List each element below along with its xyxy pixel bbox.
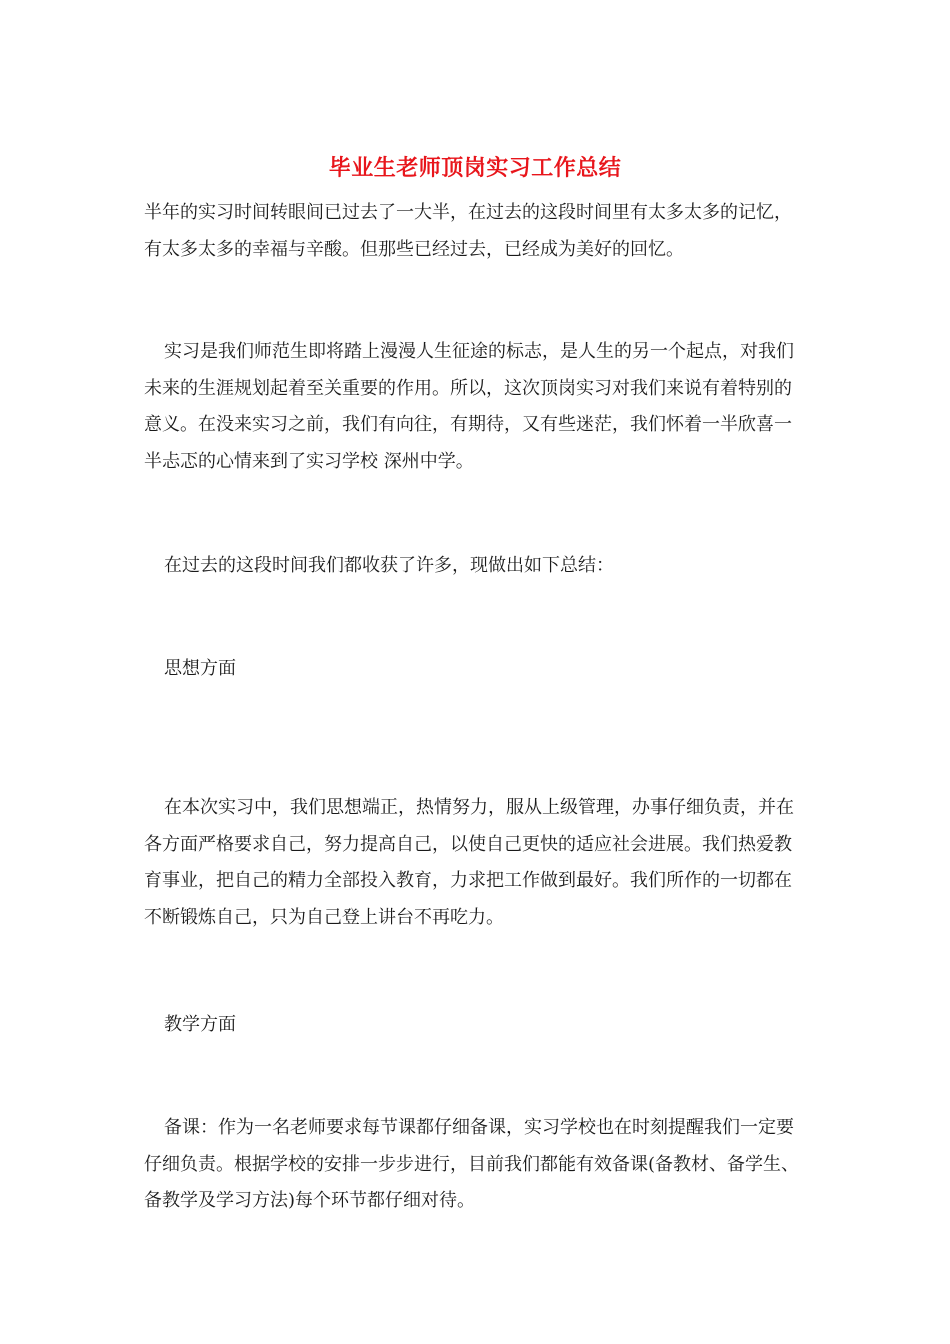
- paragraph-thought: 在本次实习中，我们思想端正，热情努力，服从上级管理，办事仔细负责，并在各方面严格要求自己，努力提高自己，以使自己更快的适应社会进展。我们热爱教育事业，把自己的精力全部投入教育，力求把工作做到最好。我们所作的一切都在不断锻炼自己，只为自己登上讲台不再吃力。: [144, 797, 794, 928]
- paragraph-summary-intro: 在过去的这段时间我们都收获了许多，现做出如下总结：: [164, 555, 614, 576]
- heading-teaching: 教学方面: [164, 1014, 236, 1035]
- paragraph-intro: 半年的实习时间转眼间已过去了一大半，在过去的这段时间里有太多太多的记忆，有太多太多的幸福与辛酸。但那些已经过去，已经成为美好的回忆。: [144, 202, 792, 260]
- document-title: 毕业生老师顶岗实习工作总结: [328, 155, 622, 181]
- paragraph-lesson-prep: 备课：作为一名老师要求每节课都仔细备课，实习学校也在时刻提醒我们一定要仔细负责。根据学校的安排一步步进行，目前我们都能有效备课(备教材、备学生、备教学及学习方法)每个环节都仔细对待。: [144, 1117, 800, 1211]
- heading-thought: 思想方面: [164, 658, 236, 679]
- paragraph-internship-meaning: 实习是我们师范生即将踏上漫漫人生征途的标志，是人生的另一个起点，对我们未来的生涯规划起着至关重要的作用。所以，这次顶岗实习对我们来说有着特别的意义。在没来实习之前，我们有向往，有期待，又有些迷茫，我们怀着一半欣喜一半忐忑的心情来到了实习学校 深州中学。: [144, 341, 794, 472]
